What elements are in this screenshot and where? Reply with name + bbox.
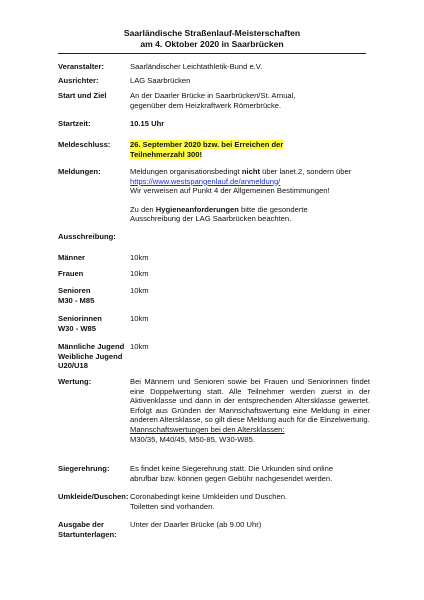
- veranstalter-value: Saarländischer Leichtathletik-Bund e.V.: [130, 62, 263, 71]
- start-ziel-label: Start und Ziel: [58, 91, 107, 100]
- hygiene-line-2: Ausschreibung der LAG Saarbrücken beachten.: [130, 214, 292, 224]
- meldungen-text-bold: nicht: [241, 167, 261, 176]
- category-jugend-m: Männliche Jugend: [58, 342, 125, 351]
- meldeschluss-label: Meldeschluss:: [58, 140, 111, 149]
- umkleide-label: Umkleide/Duschen:: [58, 492, 129, 501]
- hygiene-text-post: bitte die gesonderte: [238, 204, 308, 214]
- meldungen-line-3: Wir verweisen auf Punkt 4 der Allgemeinen Bestimmungen!: [130, 186, 330, 196]
- umkleide-line-2: Toiletten sind vorhanden.: [130, 501, 215, 511]
- wertung-text: Bei Männern und Senioren sowie bei Frauen und Seniorinnen findet eine Doppelwertung statt. Alle Teilnehmer werden zuerst in der Aktivenklasse und dann in der entsprechenden Altersklasse gewertet. Erfolgt aus Gründen der Mannschaftswertung eine Meldung in einer anderen Altersklasse, so gilt diese Meldung auch für die Einzelwertung.: [130, 377, 370, 425]
- mannschaft-title: Mannschaftswertungen bei den Altersklassen:: [130, 424, 285, 434]
- umkleide-line-1: Coronabedingt keine Umkleiden und Duschen.: [130, 492, 288, 501]
- title-line-2: am 4. Oktober 2020 in Saarbrücken: [140, 39, 284, 49]
- category-senioren-distance: 10km: [130, 286, 149, 295]
- hygiene-text-bold: Hygieneanforderungen: [155, 204, 239, 214]
- meldungen-value: [130, 167, 370, 224]
- ausschreibung-label: Ausschreibung:: [58, 232, 116, 241]
- meldeschluss-value: [130, 140, 370, 159]
- siegerehrung-line-1: Es findet keine Siegerehrung statt. Die Urkunden sind online: [130, 464, 334, 473]
- ausrichter-label: Ausrichter:: [58, 76, 99, 85]
- start-ziel-value: [130, 91, 370, 110]
- hygiene-text-pre: Zu den: [130, 204, 156, 214]
- category-jugend-classes: U20/U18: [58, 361, 88, 371]
- wertung-value: [130, 377, 370, 444]
- category-seniorinnen-name: Seniorinnen: [58, 314, 102, 323]
- category-senioren-label: [58, 286, 130, 305]
- ausgabe-label-line-2: Startunterlagen:: [58, 529, 117, 539]
- category-maenner-distance: 10km: [130, 253, 149, 262]
- category-seniorinnen-classes: W30 - W85: [58, 323, 96, 333]
- category-jugend-distance: 10km: [130, 342, 149, 351]
- category-maenner-label: Männer: [58, 253, 86, 262]
- meldungen-line-1: [130, 167, 370, 177]
- umkleide-value: [130, 492, 370, 511]
- siegerehrung-line-2: abrufbar bzw. können gegen Gebühr nachgesendet werden.: [130, 473, 333, 483]
- title-line-1: Saarländische Straßenlauf-Meisterschaften: [123, 28, 301, 38]
- category-senioren-classes: M30 - M85: [58, 295, 95, 305]
- meldeschluss-line-1: 26. September 2020 bzw. bei Erreichen der: [130, 140, 284, 149]
- mannschaft-classes: M30/35, M40/45, M50-85, W30-W85.: [130, 434, 255, 444]
- startzeit-label: Startzeit:: [58, 119, 91, 128]
- ausgabe-label-line-1: Ausgabe der: [58, 520, 104, 529]
- hygiene-line-1: [130, 205, 370, 215]
- ausgabe-value: Unter der Daarler Brücke (ab 9.00 Uhr): [130, 520, 262, 529]
- category-jugend-w: Weibliche Jugend: [58, 351, 123, 361]
- category-senioren-name: Senioren: [58, 286, 91, 295]
- siegerehrung-label: Siegerehrung:: [58, 464, 110, 473]
- meldeschluss-line-2: Teilnehmerzahl 300!: [130, 149, 203, 159]
- category-seniorinnen-distance: 10km: [130, 314, 149, 323]
- start-ziel-line-1: An der Daarler Brücke in Saarbrücken/St. Arnual,: [130, 91, 296, 100]
- category-frauen-label: Frauen: [58, 269, 84, 278]
- ausgabe-label: [58, 520, 130, 539]
- start-ziel-line-2: gegenüber dem Heizkraftwerk Römerbrücke.: [130, 100, 282, 110]
- siegerehrung-value: [130, 464, 370, 483]
- meldungen-text-post: über lanet.2, sondern über: [260, 167, 352, 176]
- category-frauen-distance: 10km: [130, 269, 149, 278]
- wertung-label: Wertung:: [58, 377, 92, 386]
- ausrichter-value: LAG Saarbrücken: [130, 76, 191, 85]
- startzeit-value: 10.15 Uhr: [130, 119, 165, 128]
- meldungen-text-pre: Meldungen organisationsbedingt: [130, 167, 242, 176]
- category-seniorinnen-label: [58, 314, 130, 333]
- header-divider: [58, 53, 366, 54]
- page-title: [0, 28, 424, 50]
- category-jugend-label: [58, 342, 138, 371]
- veranstalter-label: Veranstalter:: [58, 62, 105, 71]
- anmeldung-link[interactable]: https://www.westspangenlauf.de/anmeldung/: [130, 176, 281, 186]
- meldungen-label: Meldungen:: [58, 167, 101, 176]
